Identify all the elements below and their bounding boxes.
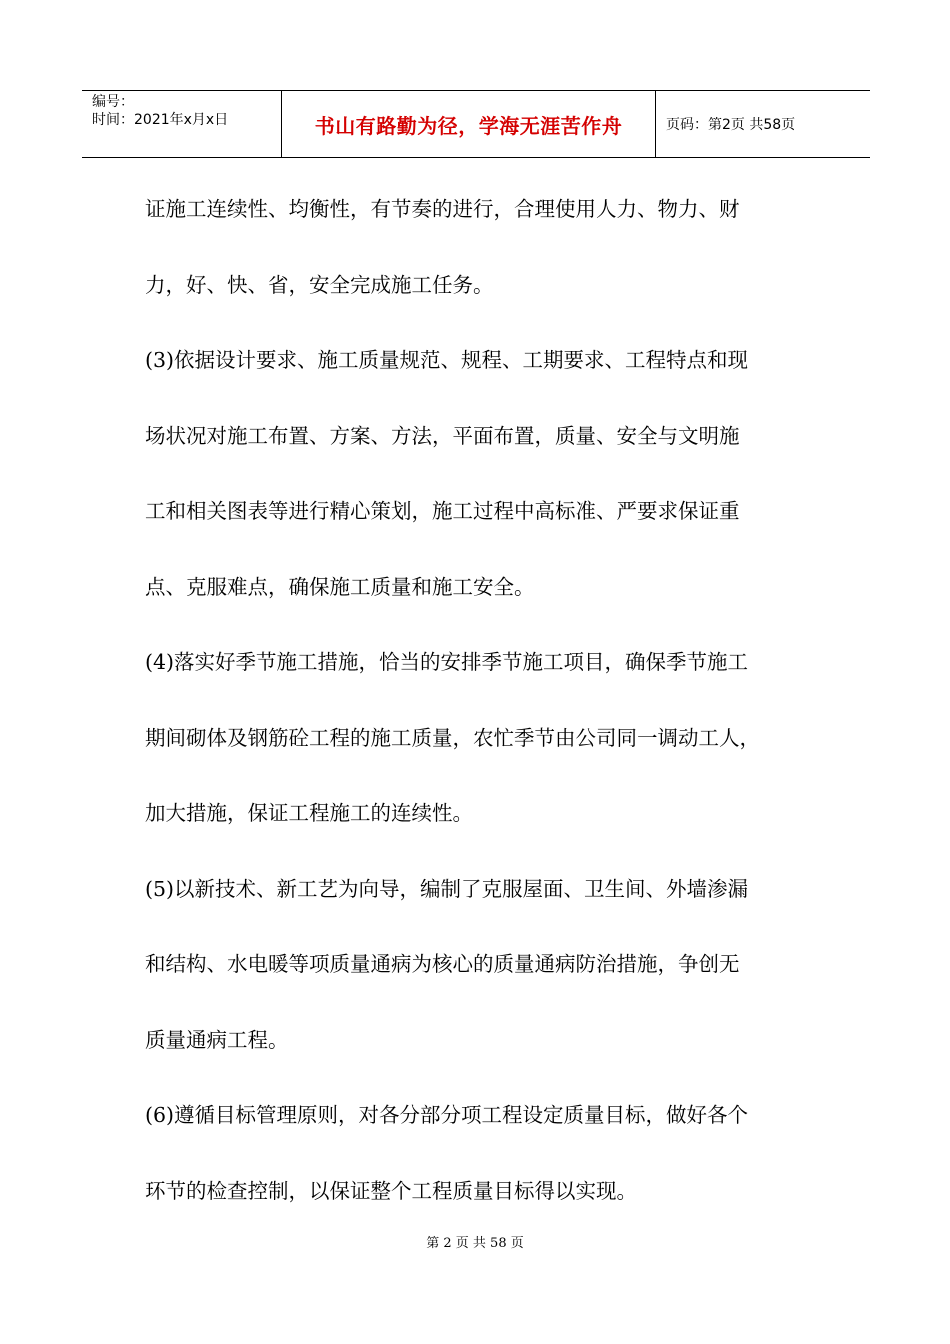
body-line: (3)依据设计要求、施工质量规范、规程、工期要求、工程特点和现 — [145, 348, 749, 372]
header-page-info: 页码：第2页 共58页 — [666, 117, 796, 133]
body-line: 期间砌体及钢筋砼工程的施工质量，农忙季节由公司同一调动工人， — [145, 725, 760, 750]
body-line: 力，好、快、省，安全完成施工任务。 — [145, 272, 494, 297]
body-line: 场状况对施工布置、方案、方法，平面布置，质量、安全与文明施 — [145, 423, 740, 448]
body-line: 工和相关图表等进行精心策划，施工过程中高标准、严要求保证重 — [145, 499, 740, 523]
body-line: (4)落实好季节施工措施，恰当的安排季节施工项目，确保季节施工 — [145, 650, 749, 674]
page-header — [82, 90, 870, 158]
header-page-cell — [656, 91, 870, 157]
document-body — [145, 172, 810, 1229]
time-label: 时间：2021年x月x日 — [92, 112, 229, 128]
body-line: (5)以新技术、新工艺为向导，编制了克服屋面、卫生间、外墙渗漏 — [145, 876, 749, 901]
serial-number-label: 编号： — [92, 94, 134, 110]
body-line: 加大措施，保证工程施工的连续性。 — [145, 801, 473, 825]
header-meta-cell — [82, 91, 282, 157]
body-line: 点、克服难点，确保施工质量和施工安全。 — [145, 574, 535, 599]
body-line: 证施工连续性、均衡性，有节奏的进行，合理使用人力、物力、财 — [145, 197, 740, 221]
page-footer: 第 2 页 共 58 页 — [426, 1236, 524, 1251]
body-line: 和结构、水电暖等项质量通病为核心的质量通病防治措施，争创无 — [145, 952, 740, 976]
header-motto-cell — [282, 91, 656, 157]
header-motto: 书山有路勤为径，学海无涯苦作舟 — [314, 113, 623, 138]
body-line: 环节的检查控制，以保证整个工程质量目标得以实现。 — [145, 1178, 637, 1203]
body-line: (6)遵循目标管理原则，对各分部分项工程设定质量目标，做好各个 — [145, 1103, 749, 1127]
body-line: 质量通病工程。 — [145, 1027, 289, 1052]
